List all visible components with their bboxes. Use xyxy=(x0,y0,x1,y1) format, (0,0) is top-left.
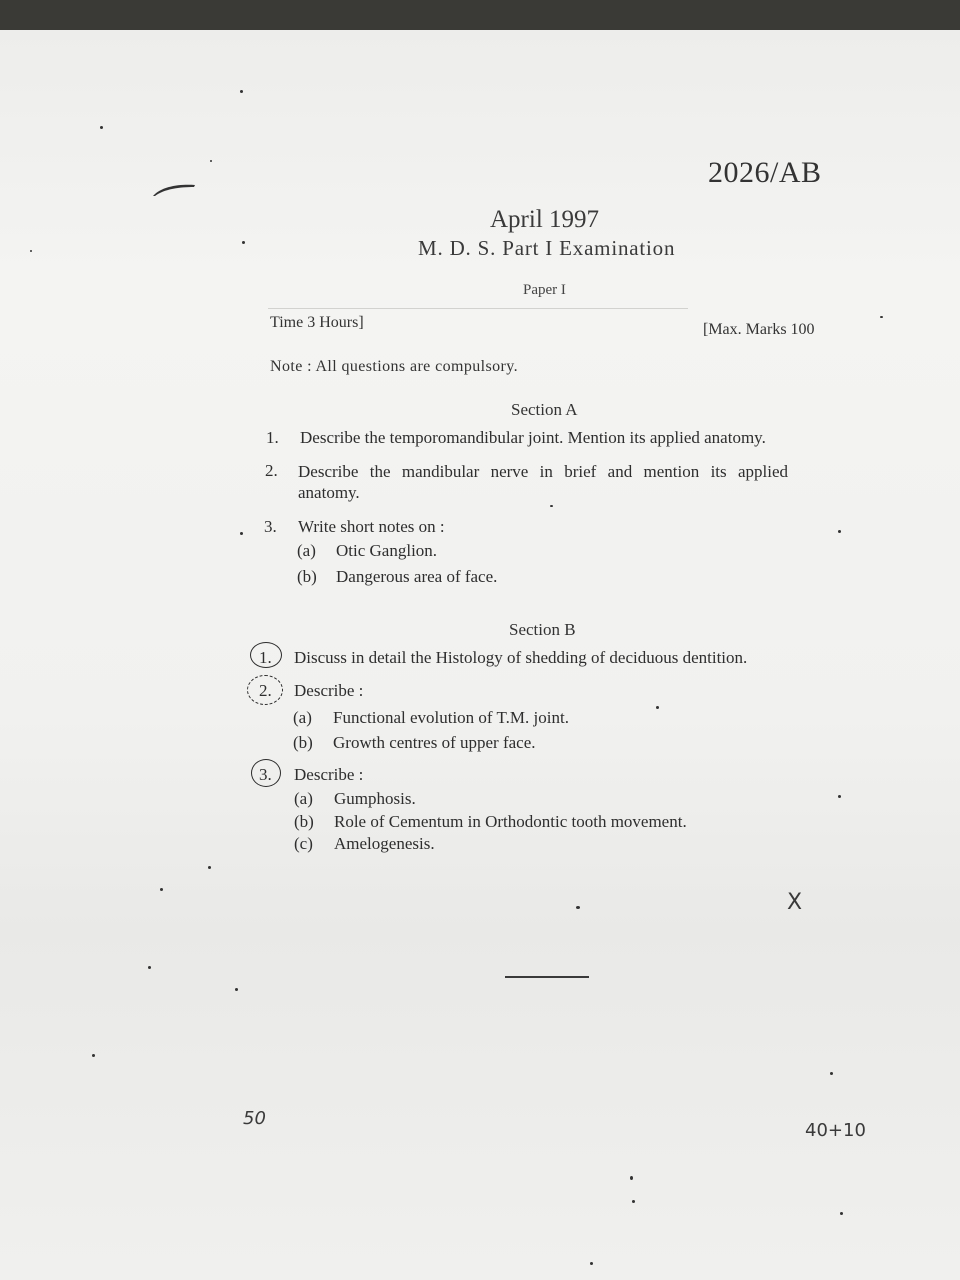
part-label: (b) xyxy=(294,812,314,831)
paper-speck xyxy=(590,1262,593,1265)
question-text: Describe the temporomandibular joint. Mention its applied anatomy. xyxy=(300,428,766,447)
paper-speck xyxy=(242,241,245,244)
paper-code: 2026/AB xyxy=(708,156,822,189)
section-b-q3-part-c xyxy=(294,834,435,854)
paper-speck xyxy=(830,1072,833,1075)
part-label: (a) xyxy=(293,708,312,727)
section-b-q2-part-a xyxy=(293,708,569,728)
paper-speck xyxy=(840,1212,843,1215)
section-b-q3-part-a xyxy=(294,789,416,809)
paper-speck xyxy=(92,1054,95,1057)
section-b-q2-part-b xyxy=(293,733,536,753)
paper-speck xyxy=(210,160,212,162)
part-text: Amelogenesis. xyxy=(334,834,435,853)
part-label: (b) xyxy=(293,733,313,752)
question-text: Write short notes on : xyxy=(298,517,445,536)
handwritten-total-left: 50 xyxy=(243,1108,266,1129)
paper-speck xyxy=(235,988,238,991)
exam-month-year: April 1997 xyxy=(490,206,600,233)
part-text: Role of Cementum in Orthodontic tooth movement. xyxy=(334,812,687,831)
part-label: (c) xyxy=(294,834,313,853)
paper-speck xyxy=(880,316,883,318)
paper-speck xyxy=(838,795,841,798)
header-rule xyxy=(268,308,688,309)
part-label: (a) xyxy=(294,789,313,808)
paper-speck xyxy=(240,90,243,93)
paper-speck xyxy=(838,530,841,533)
part-text: Dangerous area of face. xyxy=(336,567,498,586)
question-number: 3. xyxy=(264,517,277,536)
question-number: 1. xyxy=(266,428,279,447)
exam-title: M. D. S. Part I Examination xyxy=(418,236,676,260)
time-allowed: Time 3 Hours] xyxy=(270,314,364,331)
question-text: Describe : xyxy=(294,765,364,784)
paper-speck xyxy=(30,250,32,252)
paper-speck xyxy=(100,126,103,129)
section-a-heading: Section A xyxy=(511,400,578,419)
part-text: Otic Ganglion. xyxy=(336,541,438,560)
section-a-q3-part-b xyxy=(297,567,498,587)
section-a-q3-part-a xyxy=(297,541,438,561)
question-text: Discuss in detail the Histology of shedding of deciduous dentition. xyxy=(294,648,748,667)
pen-stroke-mark xyxy=(150,180,210,200)
part-text: Gumphosis. xyxy=(334,789,416,808)
paper-speck xyxy=(656,706,659,709)
section-b-heading: Section B xyxy=(509,620,576,639)
paper-speck xyxy=(240,532,243,535)
part-label: (b) xyxy=(297,567,317,586)
paper-speck xyxy=(630,1176,633,1180)
question-number: 1. xyxy=(259,648,272,667)
question-text: Describe the mandibular nerve in brief and mention its applied anatomy. xyxy=(298,462,788,502)
section-b-q3-part-b xyxy=(294,812,687,832)
part-label: (a) xyxy=(297,541,316,560)
paper-speck xyxy=(576,906,580,909)
max-marks: [Max. Marks 100 xyxy=(703,321,815,338)
question-text: Describe : xyxy=(294,681,364,700)
paper-speck xyxy=(632,1200,635,1203)
part-text: Functional evolution of T.M. joint. xyxy=(333,708,569,727)
handwritten-underline xyxy=(505,976,589,978)
paper-speck xyxy=(550,505,553,507)
exam-paper-sheet xyxy=(0,30,960,1280)
paper-speck xyxy=(208,866,211,869)
question-number: 3. xyxy=(259,765,272,784)
question-number: 2. xyxy=(265,461,278,480)
instruction-note: Note : All questions are compulsory. xyxy=(270,358,518,375)
part-text: Growth centres of upper face. xyxy=(333,733,536,752)
paper-speck xyxy=(160,888,163,891)
handwritten-x-mark: X xyxy=(787,890,803,915)
paper-speck xyxy=(148,966,151,969)
question-number: 2. xyxy=(259,681,272,700)
paper-label: Paper I xyxy=(523,282,566,298)
handwritten-total-right: 40+10 xyxy=(805,1120,866,1141)
